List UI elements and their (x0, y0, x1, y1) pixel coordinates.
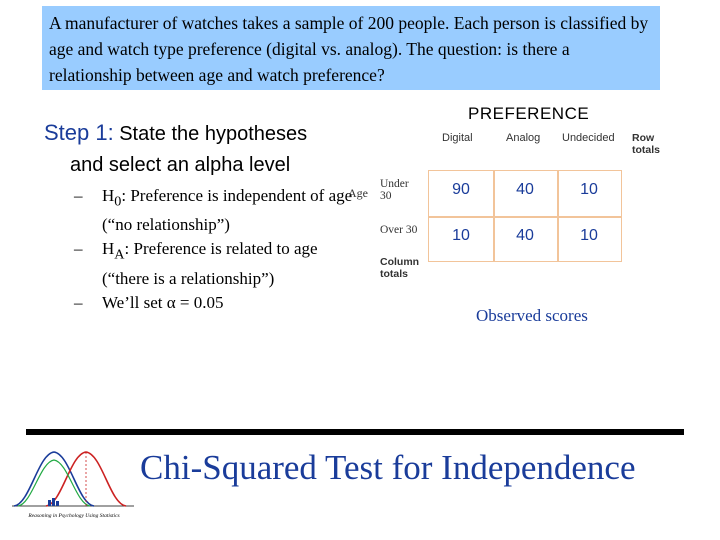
bullet-alpha-level (74, 291, 354, 315)
column-totals-line2: totals (380, 268, 409, 280)
cell-under30-digital: 90 (452, 181, 470, 198)
cell-under30-undecided: 10 (580, 181, 598, 198)
bullet-null-hypothesis (74, 184, 354, 237)
contingency-table (342, 100, 672, 290)
table-title: PREFERENCE (468, 104, 590, 123)
row-label-line1: Under (380, 178, 409, 190)
alpha-text: We’ll set α = 0.05 (102, 292, 224, 312)
column-header-analog: Analog (506, 132, 541, 144)
hypothesis-subscript: 0 (114, 193, 122, 210)
intro-box (42, 6, 660, 90)
step-number: Step 1: (44, 120, 114, 145)
statistics-logo-icon (8, 444, 138, 524)
hypotheses-list (74, 184, 354, 315)
bullet-alt-hypothesis (74, 237, 354, 290)
row-label-line2: 30 (380, 190, 392, 202)
row-label-over-30 (380, 224, 417, 236)
cell-over30-analog: 40 (516, 227, 534, 244)
bullet-dash: – (74, 239, 83, 259)
hypothesis-symbol: H (102, 186, 115, 205)
cell-over30-undecided: 10 (580, 227, 598, 244)
age-label: Age (348, 186, 368, 200)
table-grid (428, 170, 622, 262)
slide-title: Chi-Squared Test for Independence (140, 448, 636, 487)
hypothesis-symbol: H (102, 239, 115, 259)
intro-text: A manufacturer of watches takes a sample of 200 people. Each person is classified by age and watch type preference (digital vs. analog). The question: is there a relationship between age and watch preference? (49, 13, 649, 85)
step-heading (44, 118, 307, 149)
row-totals-label-line1: Row (632, 132, 655, 144)
logo-text: Reasoning in Psychology Using Statistics (28, 513, 120, 519)
row-totals-label-line2: totals (632, 144, 661, 156)
cell-under30-analog: 40 (516, 181, 534, 198)
observed-scores-caption: Observed scores (476, 306, 588, 325)
column-header-digital: Digital (442, 132, 473, 144)
bullet-dash: – (74, 186, 83, 205)
row-totals-header (632, 132, 660, 156)
grid-divider (429, 216, 621, 218)
column-header-undecided: Undecided (562, 132, 615, 144)
cell-over30-digital: 10 (452, 227, 470, 244)
step-title: State the hypotheses (119, 123, 308, 145)
hypothesis-text: : Preference is related to age (“there is a relationship”) (102, 239, 318, 288)
bullet-dash: – (74, 292, 83, 312)
column-totals-label (380, 256, 419, 280)
row-label-under-30 (380, 178, 409, 202)
row-label-line1: Over 30 (380, 224, 418, 236)
column-totals-line1: Column (380, 256, 420, 268)
hypothesis-text: : Preference is independent of age (“no relationship”) (102, 186, 353, 235)
step-subtitle: and select an alpha level (70, 154, 291, 176)
hypothesis-subscript: A (114, 246, 125, 263)
footer-divider (26, 429, 684, 435)
